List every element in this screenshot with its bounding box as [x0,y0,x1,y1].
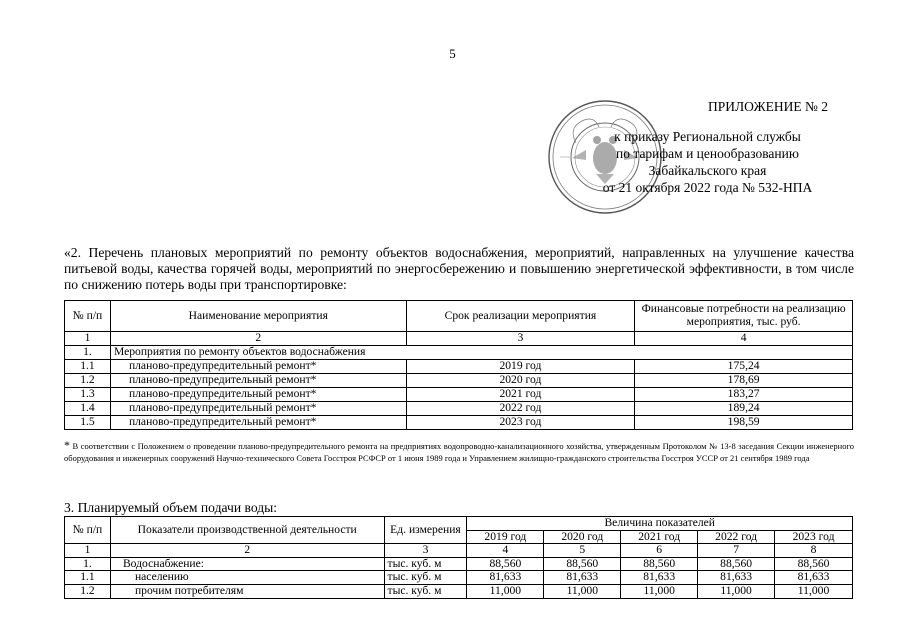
column-number: 7 [698,544,775,558]
measure-cost: 189,24 [635,402,853,416]
column-number: 3 [406,332,635,346]
table-row [65,388,853,402]
row-number: 1. [65,557,111,571]
measure-name: планово-предупредительный ремонт* [110,402,406,416]
table-row [65,374,853,388]
value-cell: 88,560 [544,557,621,571]
column-number: 6 [621,544,698,558]
row-number: 1.4 [65,402,111,416]
footnote-text: В соответствии с Положением о проведении планово-предупредительного ремонта на предприятиях водопроводно-канализационного хозяйства, утвержденным Протоколом № 13-8 заседания Секции инженерного оборудования и инженерных сооружений Научно-технического Совета Госстроя РСФСР от 1 июня 1989 года и Управлением жилищно-гражданского строительства Госстроя УССР от 21 сентября 1989 года [64,441,854,463]
section-2-title: «2. Перечень плановых мероприятий по ремонту объектов водоснабжения, мероприятий, направленных на улучшение качества питьевой воды, качества горячей воды, мероприятий по энергосбережению и повышению энергетической эффективности, в том числе по снижению потерь воды при транспортировке: [64,245,854,292]
value-cell: 88,560 [467,557,544,571]
column-number: 1 [65,332,111,346]
appendix-block [565,98,850,196]
header-cell: Финансовые потребности на реализацию мероприятия, тыс. руб. [635,301,853,332]
value-cell: 11,000 [544,584,621,598]
table-row [65,584,853,598]
year-cell: 2020 год [544,530,621,544]
column-number-row [65,544,853,558]
column-number: 4 [635,332,853,346]
value-cell: 88,560 [621,557,698,571]
appendix-line: к приказу Региональной службы [614,129,801,144]
measure-cost: 175,24 [635,360,853,374]
unit-cell: тыс. куб. м [384,571,467,585]
row-number: 1.3 [65,388,111,402]
table-header-row [65,517,853,531]
appendix-title: ПРИЛОЖЕНИЕ № 2 [707,99,828,114]
row-number: 1.5 [65,416,111,430]
measure-name: планово-предупредительный ремонт* [110,360,406,374]
measure-name: планово-предупредительный ремонт* [110,388,406,402]
row-number: 1.1 [65,571,111,585]
footnote-star: * [64,438,70,452]
indicator-name: прочим потребителям [110,584,384,598]
header-cell: № п/п [65,301,111,332]
value-cell: 81,633 [544,571,621,585]
measure-cost: 178,69 [635,374,853,388]
measure-term: 2020 год [406,374,635,388]
value-cell: 81,633 [698,571,775,585]
water-supply-volume-table [64,516,853,599]
measure-term: 2023 год [406,416,635,430]
measure-name: планово-предупредительный ремонт* [110,374,406,388]
row-number: 1.2 [65,584,111,598]
section-3-title: 3. Планируемый объем подачи воды: [64,500,278,515]
column-number: 4 [467,544,544,558]
table-row [65,416,853,430]
header-cell: № п/п [65,517,111,544]
measure-name: планово-предупредительный ремонт* [110,416,406,430]
table-row [65,557,853,571]
footnote [64,439,854,464]
appendix-line: Забайкальского края [648,163,767,178]
row-number: 1.2 [65,374,111,388]
value-cell: 11,000 [775,584,853,598]
row-number: 1.1 [65,360,111,374]
value-cell: 11,000 [621,584,698,598]
value-cell: 11,000 [467,584,544,598]
value-cell: 11,000 [698,584,775,598]
unit-cell: тыс. куб. м [384,557,467,571]
value-cell: 81,633 [775,571,853,585]
appendix-line: по тарифам и ценообразованию [616,146,799,161]
column-number: 8 [775,544,853,558]
value-cell: 88,560 [775,557,853,571]
column-number: 1 [65,544,111,558]
measure-cost: 183,27 [635,388,853,402]
column-number: 2 [110,332,406,346]
value-cell: 88,560 [698,557,775,571]
column-number: 5 [544,544,621,558]
header-cell: Наименование мероприятия [110,301,406,332]
measure-term: 2019 год [406,360,635,374]
table-group-row [65,346,853,360]
measure-cost: 198,59 [635,416,853,430]
year-cell: 2019 год [467,530,544,544]
table-row [65,402,853,416]
indicator-name: населению [110,571,384,585]
appendix-line: от 21 октября 2022 года № 532-НПА [602,180,813,195]
measure-term: 2022 год [406,402,635,416]
year-cell: 2022 год [698,530,775,544]
page-number: 5 [449,46,456,61]
column-number-row [65,332,853,346]
column-number: 3 [384,544,467,558]
measure-term: 2021 год [406,388,635,402]
table-row [65,571,853,585]
value-cell: 81,633 [621,571,698,585]
header-cell: Срок реализации мероприятия [406,301,635,332]
header-cell: Показатели производственной деятельности [110,517,384,544]
year-cell: 2023 год [775,530,853,544]
table-header-row [65,301,853,332]
table-row [65,360,853,374]
row-number: 1. [65,346,111,360]
header-cell: Ед. измерения [384,517,467,544]
unit-cell: тыс. куб. м [384,584,467,598]
value-cell: 81,633 [467,571,544,585]
indicator-name: Водоснабжение: [110,557,384,571]
group-name: Мероприятия по ремонту объектов водоснабжения [110,346,852,360]
repair-measures-table [64,300,853,430]
column-number: 2 [110,544,384,558]
header-cell: Величина показателей [467,517,853,531]
year-cell: 2021 год [621,530,698,544]
